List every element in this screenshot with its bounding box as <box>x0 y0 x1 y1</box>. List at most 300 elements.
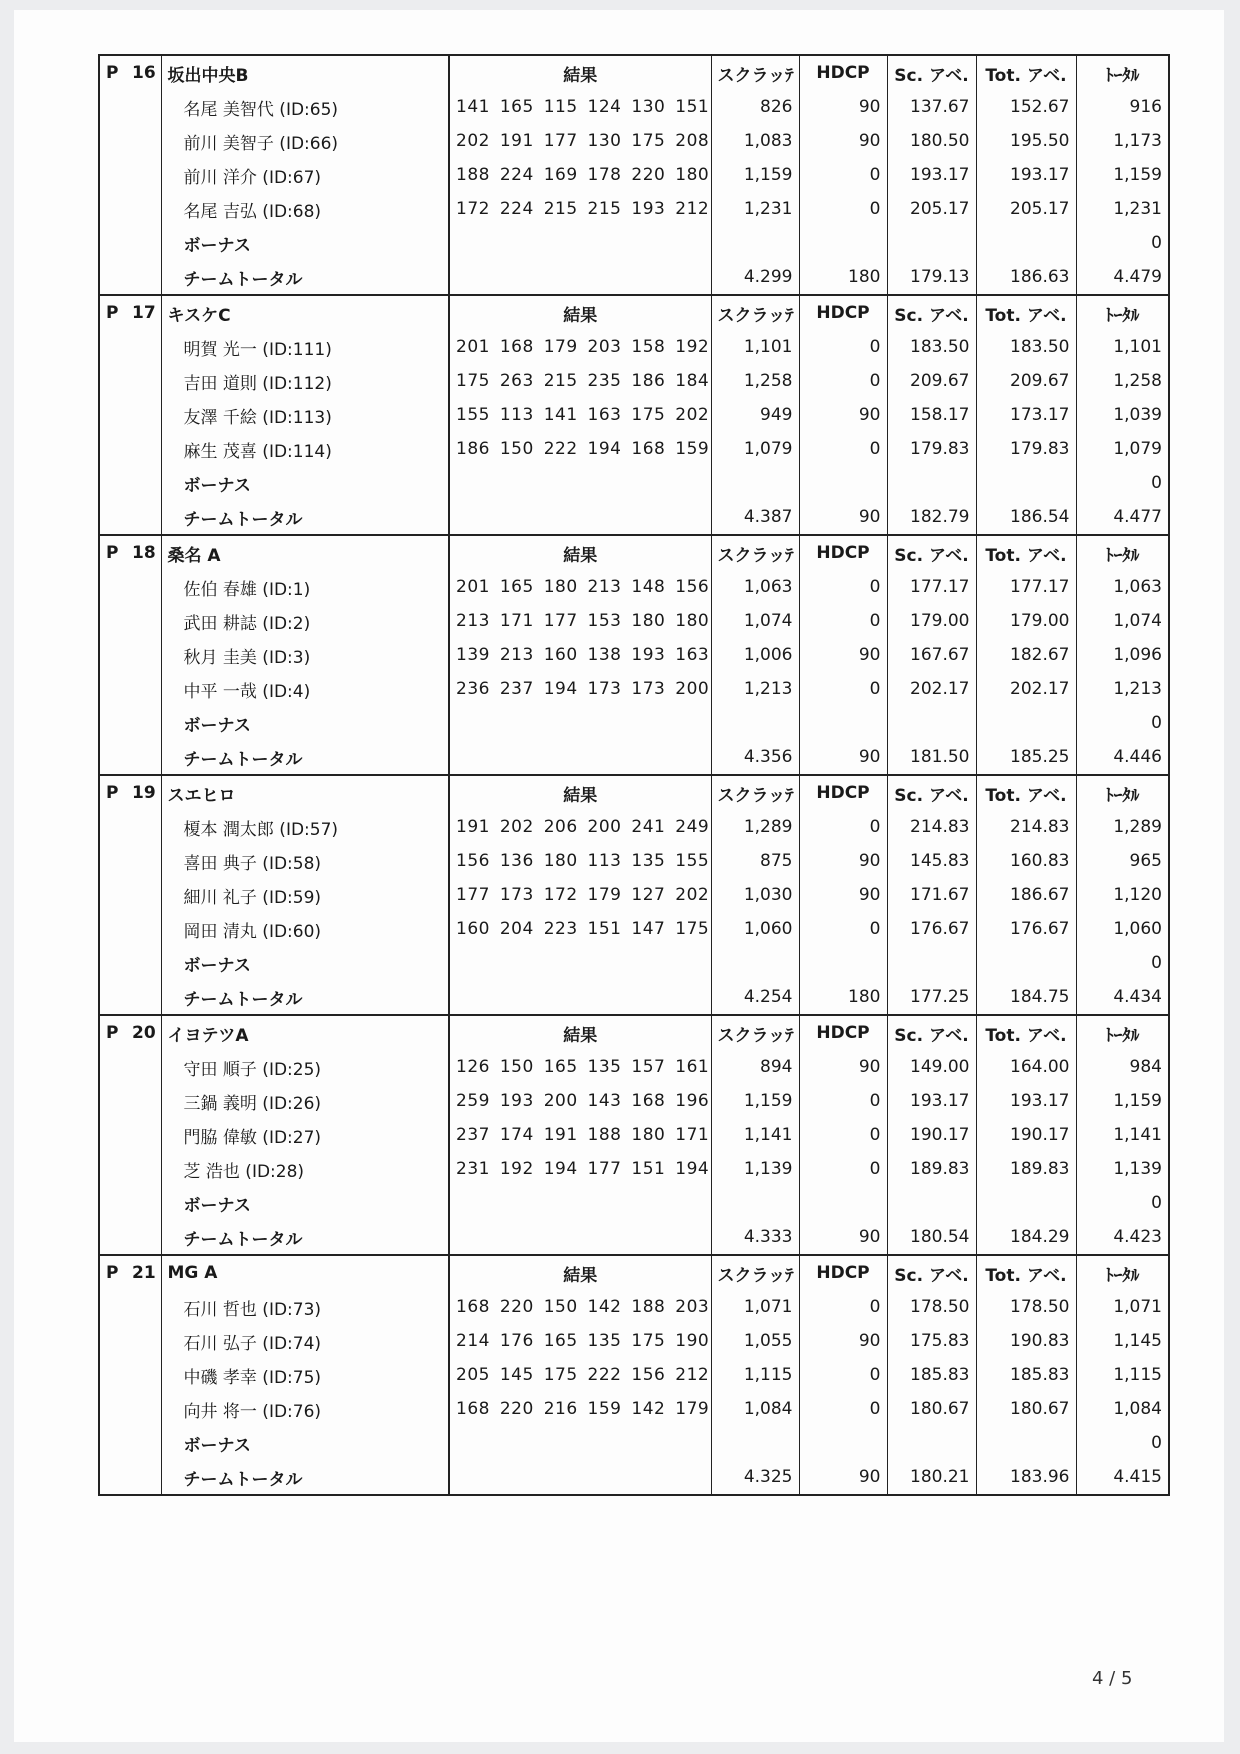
player-games: 155 113 141 163 175 202 <box>449 398 711 432</box>
player-sc-avg: 214.83 <box>887 810 976 844</box>
position-blank <box>99 192 161 226</box>
bonus-games-blank <box>449 1426 711 1460</box>
header-tot-avg: Tot. アベ. <box>976 55 1076 90</box>
team-total-scratch: 4.333 <box>711 1220 799 1255</box>
player-hdcp: 90 <box>799 124 887 158</box>
header-tot-avg: Tot. アベ. <box>976 535 1076 570</box>
player-games: 172 224 215 215 193 212 <box>449 192 711 226</box>
player-name: 前川 美智子 (ID:66) <box>183 133 339 154</box>
player-games: 231 192 194 177 151 194 <box>449 1152 711 1186</box>
player-scratch: 1,055 <box>711 1324 799 1358</box>
header-total: ﾄｰﾀﾙ <box>1076 295 1169 330</box>
team-total-hdcp: 90 <box>799 1460 887 1495</box>
player-row <box>99 844 1169 878</box>
player-total: 1,060 <box>1076 912 1169 946</box>
player-sc-avg: 185.83 <box>887 1358 976 1392</box>
header-sc-avg: Sc. アベ. <box>887 295 976 330</box>
bonus-scratch-blank <box>711 946 799 980</box>
team-total-total: 4.434 <box>1076 980 1169 1015</box>
bonus-tot-avg-blank <box>976 226 1076 260</box>
team-name: キスケC <box>161 295 449 330</box>
player-games: 177 173 172 179 127 202 <box>449 878 711 912</box>
team-total-scratch: 4.299 <box>711 260 799 295</box>
bonus-sc-avg-blank <box>887 946 976 980</box>
bonus-row <box>99 466 1169 500</box>
player-name: 佐伯 春雄 (ID:1) <box>183 579 311 600</box>
header-sc-avg: Sc. アベ. <box>887 1255 976 1290</box>
player-row <box>99 1050 1169 1084</box>
player-sc-avg: 193.17 <box>887 1084 976 1118</box>
player-name: 麻生 茂喜 (ID:114) <box>183 441 332 462</box>
player-row <box>99 672 1169 706</box>
player-row <box>99 1324 1169 1358</box>
player-sc-avg: 171.67 <box>887 878 976 912</box>
team-total-tot-avg: 184.29 <box>976 1220 1076 1255</box>
player-row <box>99 1358 1169 1392</box>
player-hdcp: 0 <box>799 672 887 706</box>
player-games: 175 263 215 235 186 184 <box>449 364 711 398</box>
bonus-sc-avg-blank <box>887 466 976 500</box>
bonus-games-blank <box>449 1186 711 1220</box>
bonus-sc-avg-blank <box>887 226 976 260</box>
position-blank <box>99 604 161 638</box>
team-header-row <box>99 535 1169 570</box>
player-games: 160 204 223 151 147 175 <box>449 912 711 946</box>
score-table-body <box>99 55 1169 1495</box>
position-blank <box>99 1426 161 1460</box>
player-total: 1,159 <box>1076 1084 1169 1118</box>
player-row <box>99 1152 1169 1186</box>
bonus-row <box>99 1426 1169 1460</box>
position-blank <box>99 1460 161 1495</box>
player-tot-avg: 193.17 <box>976 1084 1076 1118</box>
position-number: 19 <box>132 783 156 803</box>
player-hdcp: 0 <box>799 1152 887 1186</box>
player-hdcp: 90 <box>799 844 887 878</box>
team-total-sc-avg: 181.50 <box>887 740 976 775</box>
team-position <box>99 775 161 810</box>
player-scratch: 1,289 <box>711 810 799 844</box>
team-total-sc-avg: 177.25 <box>887 980 976 1015</box>
header-scratch: スクラッﾃ <box>711 55 799 90</box>
position-blank <box>99 1392 161 1426</box>
header-sc-avg: Sc. アベ. <box>887 535 976 570</box>
team-total-games-blank <box>449 1460 711 1495</box>
bonus-games-blank <box>449 706 711 740</box>
team-total-games-blank <box>449 980 711 1015</box>
player-tot-avg: 152.67 <box>976 90 1076 124</box>
player-games: 201 165 180 213 148 156 <box>449 570 711 604</box>
player-games: 139 213 160 138 193 163 <box>449 638 711 672</box>
header-total: ﾄｰﾀﾙ <box>1076 1015 1169 1050</box>
bonus-row <box>99 706 1169 740</box>
team-header-row <box>99 1255 1169 1290</box>
player-scratch: 1,006 <box>711 638 799 672</box>
player-row <box>99 158 1169 192</box>
player-total: 965 <box>1076 844 1169 878</box>
bonus-tot-avg-blank <box>976 1186 1076 1220</box>
header-hdcp: HDCP <box>799 295 887 330</box>
player-scratch: 1,213 <box>711 672 799 706</box>
team-total-total: 4.415 <box>1076 1460 1169 1495</box>
player-sc-avg: 190.17 <box>887 1118 976 1152</box>
player-name: 明賀 光一 (ID:111) <box>183 339 332 360</box>
team-total-games-blank <box>449 260 711 295</box>
team-total-row <box>99 1220 1169 1255</box>
player-scratch: 1,139 <box>711 1152 799 1186</box>
player-row <box>99 604 1169 638</box>
bonus-total: 0 <box>1076 226 1169 260</box>
player-name: 中平 一哉 (ID:4) <box>183 681 311 702</box>
player-hdcp: 0 <box>799 1290 887 1324</box>
team-total-scratch: 4.254 <box>711 980 799 1015</box>
team-total-label: チームトータル <box>161 1460 449 1495</box>
position-number: 16 <box>132 63 156 83</box>
team-position <box>99 1255 161 1290</box>
player-tot-avg: 160.83 <box>976 844 1076 878</box>
team-total-games-blank <box>449 1220 711 1255</box>
bonus-tot-avg-blank <box>976 946 1076 980</box>
team-name: 桑名 A <box>161 535 449 570</box>
player-tot-avg: 195.50 <box>976 124 1076 158</box>
position-blank <box>99 90 161 124</box>
bonus-scratch-blank <box>711 1186 799 1220</box>
player-sc-avg: 183.50 <box>887 330 976 364</box>
team-total-hdcp: 180 <box>799 980 887 1015</box>
team-total-row <box>99 500 1169 535</box>
player-scratch: 1,030 <box>711 878 799 912</box>
bonus-sc-avg-blank <box>887 706 976 740</box>
team-total-hdcp: 180 <box>799 260 887 295</box>
team-total-tot-avg: 185.25 <box>976 740 1076 775</box>
position-blank <box>99 1050 161 1084</box>
player-tot-avg: 190.17 <box>976 1118 1076 1152</box>
position-blank <box>99 912 161 946</box>
position-blank <box>99 500 161 535</box>
player-scratch: 1,083 <box>711 124 799 158</box>
position-blank <box>99 330 161 364</box>
bonus-label: ボーナス <box>183 475 251 496</box>
position-blank <box>99 740 161 775</box>
player-scratch: 1,159 <box>711 1084 799 1118</box>
player-row <box>99 878 1169 912</box>
player-name: 中磯 孝幸 (ID:75) <box>183 1367 322 1388</box>
player-sc-avg: 175.83 <box>887 1324 976 1358</box>
player-hdcp: 0 <box>799 810 887 844</box>
player-games: 236 237 194 173 173 200 <box>449 672 711 706</box>
player-row <box>99 912 1169 946</box>
position-number: 18 <box>132 543 156 563</box>
player-name: 吉田 道則 (ID:112) <box>183 373 332 394</box>
player-sc-avg: 202.17 <box>887 672 976 706</box>
position-blank <box>99 1290 161 1324</box>
player-sc-avg: 149.00 <box>887 1050 976 1084</box>
player-games: 202 191 177 130 175 208 <box>449 124 711 158</box>
team-total-label: チームトータル <box>183 989 303 1010</box>
player-name: 武田 耕誌 (ID:2) <box>183 613 311 634</box>
bonus-games-blank <box>449 466 711 500</box>
player-total: 1,096 <box>1076 638 1169 672</box>
player-hdcp: 0 <box>799 158 887 192</box>
page-number: 4 / 5 <box>1092 1668 1133 1689</box>
player-tot-avg: 179.83 <box>976 432 1076 466</box>
header-total: ﾄｰﾀﾙ <box>1076 775 1169 810</box>
team-name: MG A <box>161 1255 449 1290</box>
player-sc-avg: 145.83 <box>887 844 976 878</box>
team-position <box>99 55 161 90</box>
position-blank <box>99 260 161 295</box>
player-hdcp: 90 <box>799 1324 887 1358</box>
player-sc-avg: 176.67 <box>887 912 976 946</box>
player-total: 1,231 <box>1076 192 1169 226</box>
player-tot-avg: 202.17 <box>976 672 1076 706</box>
position-blank <box>99 124 161 158</box>
team-position <box>99 1015 161 1050</box>
position-blank <box>99 946 161 980</box>
player-total: 1,039 <box>1076 398 1169 432</box>
player-games: 156 136 180 113 135 155 <box>449 844 711 878</box>
team-total-row <box>99 1460 1169 1495</box>
header-total: ﾄｰﾀﾙ <box>1076 55 1169 90</box>
player-row <box>99 432 1169 466</box>
player-total: 1,074 <box>1076 604 1169 638</box>
bonus-sc-avg-blank <box>887 1426 976 1460</box>
player-tot-avg: 178.50 <box>976 1290 1076 1324</box>
header-sc-avg: Sc. アベ. <box>887 1015 976 1050</box>
bonus-total: 0 <box>1076 1426 1169 1460</box>
player-games: 237 174 191 188 180 171 <box>449 1118 711 1152</box>
player-tot-avg: 176.67 <box>976 912 1076 946</box>
player-scratch: 1,074 <box>711 604 799 638</box>
position-blank <box>99 1186 161 1220</box>
player-tot-avg: 179.00 <box>976 604 1076 638</box>
player-total: 1,258 <box>1076 364 1169 398</box>
team-header-row <box>99 295 1169 330</box>
position-number: 20 <box>132 1023 156 1043</box>
player-games: 186 150 222 194 168 159 <box>449 432 711 466</box>
player-name: 芝 浩也 (ID:28) <box>183 1161 305 1182</box>
player-hdcp: 0 <box>799 330 887 364</box>
position-number: 17 <box>132 303 156 323</box>
player-name: 石川 哲也 (ID:73) <box>183 1299 322 1320</box>
bonus-label: ボーナス <box>183 1195 251 1216</box>
team-total-scratch: 4.325 <box>711 1460 799 1495</box>
player-tot-avg: 186.67 <box>976 878 1076 912</box>
player-sc-avg: 180.50 <box>887 124 976 158</box>
team-total-label: チームトータル <box>183 749 303 770</box>
player-hdcp: 90 <box>799 638 887 672</box>
player-scratch: 1,071 <box>711 1290 799 1324</box>
player-row <box>99 570 1169 604</box>
player-name: 名尾 吉弘 (ID:68) <box>183 201 322 222</box>
bonus-scratch-blank <box>711 1426 799 1460</box>
position-prefix: P <box>106 783 119 803</box>
bonus-total: 0 <box>1076 466 1169 500</box>
player-total: 1,213 <box>1076 672 1169 706</box>
player-scratch: 1,084 <box>711 1392 799 1426</box>
player-hdcp: 90 <box>799 398 887 432</box>
bonus-hdcp-blank <box>799 226 887 260</box>
team-total-tot-avg: 186.63 <box>976 260 1076 295</box>
team-total-row <box>99 260 1169 295</box>
player-tot-avg: 189.83 <box>976 1152 1076 1186</box>
bonus-total: 0 <box>1076 946 1169 980</box>
player-sc-avg: 193.17 <box>887 158 976 192</box>
bonus-hdcp-blank <box>799 946 887 980</box>
player-name: 友澤 千絵 (ID:113) <box>183 407 332 428</box>
team-header-row <box>99 55 1169 90</box>
player-total: 916 <box>1076 90 1169 124</box>
bonus-label: ボーナス <box>183 235 251 256</box>
player-hdcp: 0 <box>799 432 887 466</box>
team-total-hdcp: 90 <box>799 1220 887 1255</box>
player-games: 168 220 216 159 142 179 <box>449 1392 711 1426</box>
player-tot-avg: 177.17 <box>976 570 1076 604</box>
player-row <box>99 192 1169 226</box>
player-hdcp: 0 <box>799 604 887 638</box>
position-blank <box>99 466 161 500</box>
player-games: 213 171 177 153 180 180 <box>449 604 711 638</box>
bonus-hdcp-blank <box>799 1186 887 1220</box>
header-scratch: スクラッﾃ <box>711 535 799 570</box>
team-total-scratch: 4.387 <box>711 500 799 535</box>
team-total-row <box>99 740 1169 775</box>
position-blank <box>99 1324 161 1358</box>
position-blank <box>99 980 161 1015</box>
position-number: 21 <box>132 1263 156 1283</box>
player-tot-avg: 180.67 <box>976 1392 1076 1426</box>
header-tot-avg: Tot. アベ. <box>976 1255 1076 1290</box>
position-blank <box>99 706 161 740</box>
player-scratch: 894 <box>711 1050 799 1084</box>
player-name: 細川 礼子 (ID:59) <box>183 887 322 908</box>
position-blank <box>99 432 161 466</box>
header-hdcp: HDCP <box>799 55 887 90</box>
header-result: 結果 <box>449 295 711 330</box>
header-scratch: スクラッﾃ <box>711 1255 799 1290</box>
position-prefix: P <box>106 1023 119 1043</box>
player-hdcp: 90 <box>799 1050 887 1084</box>
player-row <box>99 1118 1169 1152</box>
bonus-total: 0 <box>1076 1186 1169 1220</box>
player-hdcp: 0 <box>799 570 887 604</box>
bonus-games-blank <box>449 946 711 980</box>
player-total: 1,071 <box>1076 1290 1169 1324</box>
team-total-sc-avg: 180.54 <box>887 1220 976 1255</box>
position-blank <box>99 844 161 878</box>
player-name: 三鍋 義明 (ID:26) <box>183 1093 322 1114</box>
team-total-scratch: 4.356 <box>711 740 799 775</box>
player-total: 1,289 <box>1076 810 1169 844</box>
team-total-tot-avg: 184.75 <box>976 980 1076 1015</box>
header-result: 結果 <box>449 1015 711 1050</box>
player-row <box>99 364 1169 398</box>
header-result: 結果 <box>449 535 711 570</box>
player-total: 1,139 <box>1076 1152 1169 1186</box>
bonus-total: 0 <box>1076 706 1169 740</box>
team-total-row <box>99 980 1169 1015</box>
player-tot-avg: 193.17 <box>976 158 1076 192</box>
header-scratch: スクラッﾃ <box>711 1015 799 1050</box>
team-total-games-blank <box>449 500 711 535</box>
team-name: 坂出中央B <box>161 55 449 90</box>
player-row <box>99 1392 1169 1426</box>
player-tot-avg: 164.00 <box>976 1050 1076 1084</box>
player-total: 1,145 <box>1076 1324 1169 1358</box>
position-blank <box>99 638 161 672</box>
player-games: 168 220 150 142 188 203 <box>449 1290 711 1324</box>
player-hdcp: 0 <box>799 1118 887 1152</box>
bonus-hdcp-blank <box>799 466 887 500</box>
player-total: 1,141 <box>1076 1118 1169 1152</box>
player-games: 205 145 175 222 156 212 <box>449 1358 711 1392</box>
player-name: 守田 順子 (ID:25) <box>183 1059 322 1080</box>
player-total: 1,159 <box>1076 158 1169 192</box>
player-hdcp: 0 <box>799 1392 887 1426</box>
player-scratch: 1,063 <box>711 570 799 604</box>
player-row <box>99 398 1169 432</box>
header-total: ﾄｰﾀﾙ <box>1076 1255 1169 1290</box>
team-total-label: チームトータル <box>183 269 303 290</box>
player-hdcp: 0 <box>799 912 887 946</box>
header-tot-avg: Tot. アベ. <box>976 295 1076 330</box>
player-tot-avg: 190.83 <box>976 1324 1076 1358</box>
player-scratch: 949 <box>711 398 799 432</box>
player-scratch: 1,231 <box>711 192 799 226</box>
player-sc-avg: 158.17 <box>887 398 976 432</box>
player-tot-avg: 209.67 <box>976 364 1076 398</box>
player-games: 141 165 115 124 130 151 <box>449 90 711 124</box>
team-total-games-blank <box>449 740 711 775</box>
player-games: 126 150 165 135 157 161 <box>449 1050 711 1084</box>
player-name: 向井 将一 (ID:76) <box>183 1401 322 1422</box>
header-hdcp: HDCP <box>799 1015 887 1050</box>
header-hdcp: HDCP <box>799 535 887 570</box>
player-total: 1,115 <box>1076 1358 1169 1392</box>
player-row <box>99 1290 1169 1324</box>
position-prefix: P <box>106 543 119 563</box>
header-result: 結果 <box>449 1255 711 1290</box>
player-row <box>99 810 1169 844</box>
player-games: 259 193 200 143 168 196 <box>449 1084 711 1118</box>
header-scratch: スクラッﾃ <box>711 775 799 810</box>
player-scratch: 1,115 <box>711 1358 799 1392</box>
bonus-hdcp-blank <box>799 706 887 740</box>
player-name: 喜田 典子 (ID:58) <box>183 853 322 874</box>
player-row <box>99 638 1169 672</box>
position-blank <box>99 810 161 844</box>
player-name: 岡田 清丸 (ID:60) <box>183 921 322 942</box>
bonus-row <box>99 1186 1169 1220</box>
player-name: 門脇 偉敏 (ID:27) <box>183 1127 322 1148</box>
player-games: 188 224 169 178 220 180 <box>449 158 711 192</box>
player-tot-avg: 214.83 <box>976 810 1076 844</box>
position-blank <box>99 1118 161 1152</box>
header-result: 結果 <box>449 775 711 810</box>
player-total: 1,101 <box>1076 330 1169 364</box>
position-blank <box>99 1152 161 1186</box>
player-sc-avg: 179.83 <box>887 432 976 466</box>
team-total-sc-avg: 179.13 <box>887 260 976 295</box>
player-tot-avg: 173.17 <box>976 398 1076 432</box>
document-page <box>14 10 1224 1742</box>
team-position <box>99 535 161 570</box>
player-row <box>99 330 1169 364</box>
player-sc-avg: 189.83 <box>887 1152 976 1186</box>
player-hdcp: 0 <box>799 1084 887 1118</box>
position-blank <box>99 158 161 192</box>
team-total-total: 4.477 <box>1076 500 1169 535</box>
